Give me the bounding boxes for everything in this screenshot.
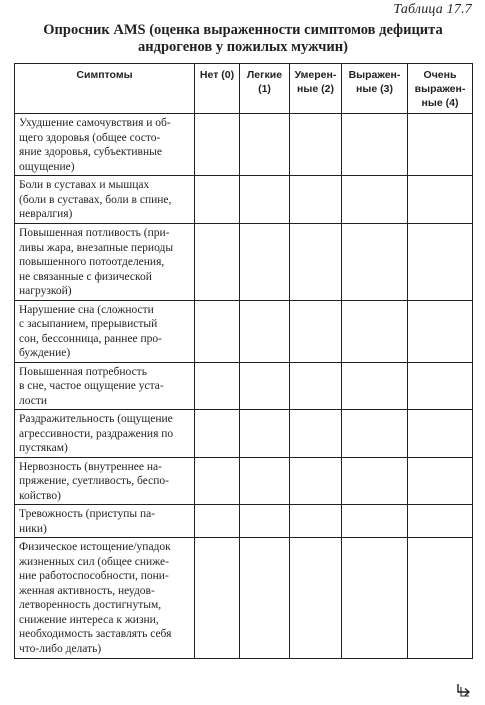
score-cell-none[interactable] — [195, 362, 240, 410]
header-text: Легкие — [246, 69, 283, 81]
score-cell-severe[interactable] — [342, 114, 408, 176]
symptom-text-line: Повышенная потливость (при- — [19, 227, 170, 239]
table-row — [15, 362, 473, 410]
score-cell-mild[interactable] — [240, 410, 290, 458]
symptom-text-line: Повышенная потребность — [19, 365, 147, 378]
symptom-text-line: лости — [19, 394, 48, 407]
symptom-text-line: пряжение, суетливость, беспо- — [19, 475, 169, 487]
score-cell-moderate[interactable] — [290, 538, 342, 659]
score-cell-moderate[interactable] — [290, 300, 342, 362]
symptom-text-line: необходимость заставлять себя — [19, 628, 172, 640]
table-title — [14, 22, 472, 56]
score-cell-very-severe[interactable] — [408, 538, 473, 659]
table-row — [15, 114, 473, 176]
table-row — [15, 224, 473, 301]
table-row — [15, 538, 473, 659]
score-cell-severe[interactable] — [342, 224, 408, 301]
score-cell-none[interactable] — [195, 224, 240, 301]
score-cell-mild[interactable] — [240, 300, 290, 362]
header-text: Выражен- — [348, 69, 401, 81]
symptom-text-line: агрессивности, раздражения по — [19, 427, 174, 440]
score-cell-moderate[interactable] — [290, 176, 342, 224]
score-cell-very-severe[interactable] — [408, 114, 473, 176]
score-cell-none[interactable] — [195, 457, 240, 505]
symptom-text-line: койство) — [19, 489, 61, 502]
header-text: выражен- — [414, 83, 466, 95]
table-row — [15, 300, 473, 362]
symptom-text-line: Тревожность (приступы па- — [19, 508, 156, 520]
column-header-none — [195, 64, 240, 114]
symptom-text-line: Боли в суставах и мышцах — [19, 179, 150, 191]
symptom-text-line: не связанные с физической — [19, 270, 152, 283]
score-cell-none[interactable] — [195, 114, 240, 176]
symptom-text-line: Ухудшение самочувствия и об- — [19, 117, 171, 129]
symptom-cell — [15, 410, 195, 458]
score-cell-none[interactable] — [195, 176, 240, 224]
table-row — [15, 176, 473, 224]
score-cell-none[interactable] — [195, 505, 240, 538]
header-text: Нет (0) — [199, 69, 235, 81]
score-cell-severe[interactable] — [342, 362, 408, 410]
header-text: (1) — [258, 83, 271, 95]
score-cell-severe[interactable] — [342, 457, 408, 505]
header-text: Умерен- — [294, 69, 337, 81]
symptom-text-line: ники) — [19, 522, 47, 535]
symptom-cell — [15, 176, 195, 224]
symptom-cell — [15, 224, 195, 301]
symptom-text-line: в сне, частое ощущение уста- — [19, 380, 164, 392]
score-cell-severe[interactable] — [342, 300, 408, 362]
ams-questionnaire-table — [14, 63, 473, 659]
score-cell-very-severe[interactable] — [408, 362, 473, 410]
header-text: ные (3) — [356, 83, 393, 95]
score-cell-mild[interactable] — [240, 457, 290, 505]
score-cell-very-severe[interactable] — [408, 457, 473, 505]
header-text: Очень — [423, 69, 457, 81]
score-cell-mild[interactable] — [240, 176, 290, 224]
score-cell-severe[interactable] — [342, 538, 408, 659]
symptom-cell — [15, 457, 195, 505]
symptom-text-line: Нервозность (внутреннее на- — [19, 460, 162, 473]
header-text: ные (2) — [297, 83, 334, 95]
symptom-cell — [15, 538, 195, 659]
symptom-text-line: с засыпанием, прерывистый — [19, 318, 158, 330]
column-header-mild — [240, 64, 290, 114]
score-cell-moderate[interactable] — [290, 410, 342, 458]
symptom-cell — [15, 505, 195, 538]
table-row — [15, 457, 473, 505]
table-title-line: Опросник AMS (оценка выраженности симптомов дефицита — [43, 22, 443, 38]
symptom-text-line: ние работоспособности, пони- — [19, 570, 169, 582]
table-title-line: андрогенов у пожилых мужчин) — [138, 39, 348, 55]
score-cell-mild[interactable] — [240, 362, 290, 410]
symptom-text-line: сон, бессонница, раннее про- — [19, 332, 163, 345]
symptom-text-line: снижение интереса к жизни, — [19, 613, 159, 626]
symptom-text-line: повышенного потоотделения, — [19, 256, 165, 268]
score-cell-mild[interactable] — [240, 538, 290, 659]
column-header-severe — [342, 64, 408, 114]
score-cell-moderate[interactable] — [290, 505, 342, 538]
symptom-text-line: яние здоровья, субъективные — [19, 146, 162, 158]
symptom-text-line: женная активность, неудов- — [19, 584, 155, 597]
symptom-text-line: нагрузкой) — [19, 285, 72, 297]
table-row — [15, 505, 473, 538]
score-cell-none[interactable] — [195, 538, 240, 659]
score-cell-very-severe[interactable] — [408, 176, 473, 224]
symptom-text-line: Нарушение сна (сложности — [19, 303, 154, 316]
table-row — [15, 410, 473, 458]
score-cell-mild[interactable] — [240, 224, 290, 301]
continuation-arrow-icon — [455, 683, 473, 699]
symptom-text-line: ощущение) — [19, 160, 75, 173]
score-cell-very-severe[interactable] — [408, 224, 473, 301]
table-number: Таблица 17.7 — [393, 2, 472, 17]
header-text: Симптомы — [76, 69, 133, 81]
score-cell-mild[interactable] — [240, 114, 290, 176]
score-cell-none[interactable] — [195, 410, 240, 458]
score-cell-severe[interactable] — [342, 505, 408, 538]
symptom-text-line: пустякам) — [19, 442, 68, 454]
header-text: ные (4) — [421, 97, 459, 109]
symptom-text-line: что-либо делать) — [19, 642, 102, 655]
symptom-text-line: жизненных сил (общее сниже- — [19, 555, 169, 568]
symptom-cell — [15, 362, 195, 410]
score-cell-mild[interactable] — [240, 505, 290, 538]
symptom-text-line: ливы жара, внезапные периоды — [19, 241, 174, 254]
score-cell-moderate[interactable] — [290, 114, 342, 176]
symptom-text-line: (боли в суставах, боли в спине, — [19, 193, 172, 206]
header-row — [15, 64, 473, 114]
score-cell-severe[interactable] — [342, 176, 408, 224]
score-cell-very-severe[interactable] — [408, 505, 473, 538]
score-cell-very-severe[interactable] — [408, 300, 473, 362]
column-header-very-severe — [408, 64, 473, 114]
score-cell-very-severe[interactable] — [408, 410, 473, 458]
column-header-symptoms — [15, 64, 195, 114]
score-cell-none[interactable] — [195, 300, 240, 362]
symptom-text-line: буждение) — [19, 347, 71, 359]
symptom-text-line: летворенность достигнутым, — [19, 599, 162, 611]
symptom-cell — [15, 114, 195, 176]
score-cell-moderate[interactable] — [290, 362, 342, 410]
symptom-text-line: Раздражительность (ощущение — [19, 413, 173, 425]
symptom-text-line: невралгия) — [19, 208, 73, 220]
column-header-moderate — [290, 64, 342, 114]
symptom-text-line: Физическое истощение/упадок — [19, 541, 171, 553]
symptom-cell — [15, 300, 195, 362]
symptom-text-line: щего здоровья (общее состо- — [19, 131, 161, 144]
score-cell-moderate[interactable] — [290, 457, 342, 505]
score-cell-moderate[interactable] — [290, 224, 342, 301]
score-cell-severe[interactable] — [342, 410, 408, 458]
